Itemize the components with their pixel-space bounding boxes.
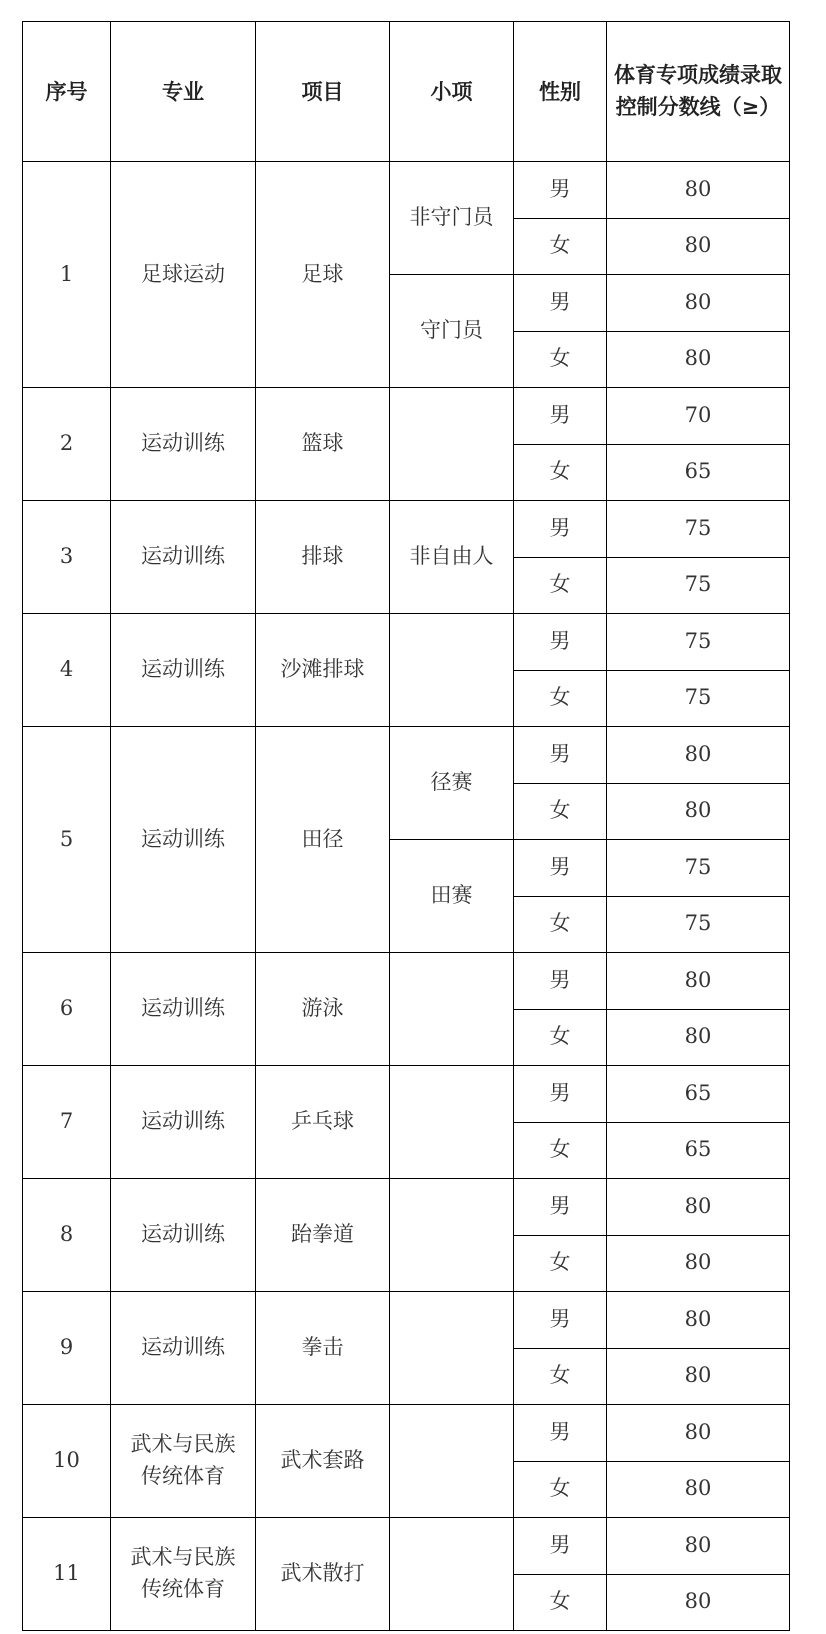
score-cell: 80 [607,331,790,388]
header-major: 专业 [111,22,256,162]
sub-cell: 田赛 [390,840,514,953]
header-gender: 性别 [514,22,607,162]
major-cell: 运动训练 [111,1066,256,1179]
major-cell: 运动训练 [111,1292,256,1405]
table-row [23,953,790,1010]
gender-cell: 女 [514,896,607,953]
score-cell: 80 [607,727,790,784]
project-cell: 篮球 [256,388,390,501]
score-cell: 80 [607,953,790,1010]
gender-cell: 女 [514,1009,607,1066]
score-cell: 75 [607,840,790,897]
gender-cell: 男 [514,162,607,219]
project-cell: 跆拳道 [256,1179,390,1292]
major-cell: 运动训练 [111,953,256,1066]
score-cell: 75 [607,614,790,671]
gender-cell: 女 [514,218,607,275]
score-cell: 75 [607,896,790,953]
table-header-row [23,22,790,162]
sub-cell: 非自由人 [390,501,514,614]
score-cell: 65 [607,1066,790,1123]
seq-cell: 2 [23,388,111,501]
score-cell: 80 [607,1235,790,1292]
sub-cell [390,1066,514,1179]
score-cell: 75 [607,501,790,558]
gender-cell: 女 [514,557,607,614]
table-row [23,388,790,445]
seq-cell: 10 [23,1405,111,1518]
major-cell: 运动训练 [111,388,256,501]
gender-cell: 女 [514,783,607,840]
score-cell: 80 [607,1009,790,1066]
gender-cell: 男 [514,1066,607,1123]
major-cell: 运动训练 [111,614,256,727]
score-cell: 80 [607,218,790,275]
header-score [607,22,790,162]
table-row [23,1066,790,1123]
seq-cell: 6 [23,953,111,1066]
gender-cell: 女 [514,1574,607,1631]
score-cell: 80 [607,1405,790,1462]
admission-score-table [22,21,790,1631]
header-score-text: 体育专项成绩录取控制分数线（≥） [614,61,782,120]
project-cell: 武术套路 [256,1405,390,1518]
seq-cell: 4 [23,614,111,727]
score-cell: 70 [607,388,790,445]
sub-cell [390,388,514,501]
major-cell: 运动训练 [111,1179,256,1292]
table-row [23,614,790,671]
project-cell: 武术散打 [256,1518,390,1631]
major-cell [111,1518,256,1631]
header-sub: 小项 [390,22,514,162]
seq-cell: 11 [23,1518,111,1631]
score-cell: 80 [607,1292,790,1349]
gender-cell: 男 [514,953,607,1010]
header-seq: 序号 [23,22,111,162]
gender-cell: 男 [514,1518,607,1575]
sub-cell [390,1518,514,1631]
seq-cell: 7 [23,1066,111,1179]
seq-cell: 8 [23,1179,111,1292]
sub-cell [390,614,514,727]
score-cell: 80 [607,1461,790,1518]
major-cell [111,1405,256,1518]
score-cell: 65 [607,1122,790,1179]
gender-cell: 女 [514,1461,607,1518]
score-cell: 75 [607,557,790,614]
gender-cell: 女 [514,1235,607,1292]
gender-cell: 男 [514,1405,607,1462]
gender-cell: 男 [514,1292,607,1349]
project-cell: 拳击 [256,1292,390,1405]
project-cell: 游泳 [256,953,390,1066]
header-project: 项目 [256,22,390,162]
seq-cell: 5 [23,727,111,953]
score-cell: 80 [607,1518,790,1575]
gender-cell: 女 [514,1348,607,1405]
gender-cell: 女 [514,670,607,727]
project-cell: 排球 [256,501,390,614]
gender-cell: 男 [514,614,607,671]
sub-cell [390,1405,514,1518]
table-row [23,727,790,784]
seq-cell: 9 [23,1292,111,1405]
project-cell: 足球 [256,162,390,388]
gender-cell: 男 [514,501,607,558]
sub-cell: 非守门员 [390,162,514,275]
seq-cell: 3 [23,501,111,614]
gender-cell: 男 [514,1179,607,1236]
gender-cell: 女 [514,331,607,388]
project-cell: 乒乓球 [256,1066,390,1179]
gender-cell: 男 [514,840,607,897]
major-cell-text: 武术与民族传统体育 [130,1544,236,1602]
score-cell: 80 [607,162,790,219]
gender-cell: 男 [514,388,607,445]
score-cell: 80 [607,1574,790,1631]
major-cell: 运动训练 [111,501,256,614]
score-cell: 80 [607,1348,790,1405]
sub-cell [390,953,514,1066]
gender-cell: 男 [514,275,607,332]
score-cell: 80 [607,275,790,332]
project-cell: 田径 [256,727,390,953]
table-row [23,1405,790,1462]
table-row [23,1292,790,1349]
sub-cell [390,1179,514,1292]
major-cell-text: 武术与民族传统体育 [130,1431,236,1489]
sub-cell: 守门员 [390,275,514,388]
table-row [23,501,790,558]
table-row [23,1518,790,1575]
gender-cell: 男 [514,727,607,784]
table-row [23,162,790,219]
score-cell: 65 [607,444,790,501]
major-cell: 运动训练 [111,727,256,953]
gender-cell: 女 [514,444,607,501]
score-cell: 80 [607,1179,790,1236]
score-cell: 75 [607,670,790,727]
sub-cell: 径赛 [390,727,514,840]
table-row [23,1179,790,1236]
seq-cell: 1 [23,162,111,388]
score-cell: 80 [607,783,790,840]
sub-cell [390,1292,514,1405]
gender-cell: 女 [514,1122,607,1179]
project-cell: 沙滩排球 [256,614,390,727]
major-cell: 足球运动 [111,162,256,388]
